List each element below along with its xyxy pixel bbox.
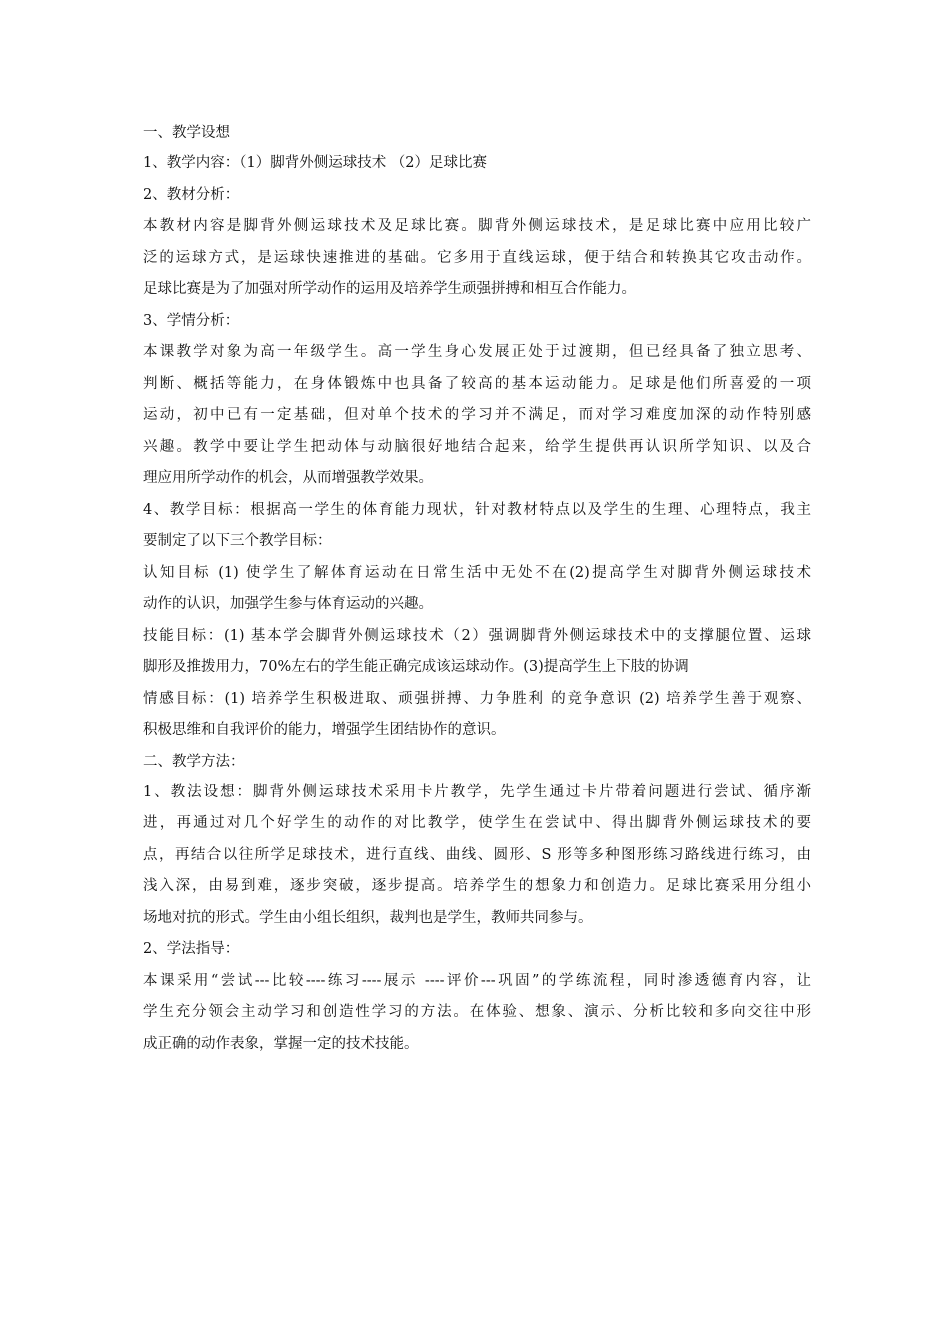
paragraph-line: 成正确的动作表象，掌握一定的技术技能。 [143, 1035, 419, 1052]
subheading-student-analysis: 3、学情分析： [143, 312, 240, 329]
emotional-objective-line: 情感目标：(1) 培养学生积极进取、顽强拼搏、力争胜利 的竞争意识 (2) 培养学生善于观察、 [143, 690, 811, 707]
paragraph-line: 运动，初中已有一定基础，但对单个技术的学习并不满足，而对学习难度加深的动作特别感 [143, 407, 811, 423]
paragraph-line: 浅入深，由易到难，逐步突破，逐步提高。培养学生的想象力和创造力。足球比赛采用分组小 [143, 878, 811, 894]
paragraph-line: 场地对抗的形式。学生由小组长组织，裁判也是学生，教师共同参与。 [143, 909, 593, 926]
paragraph-line: 学生充分领会主动学习和创造性学习的方法。在体验、想象、演示、分析比较和多向交往中形 [143, 1004, 811, 1020]
subheading-learning-guidance: 2、学法指导： [143, 941, 240, 957]
cognitive-objective-line: 认知目标 (1) 使学生了解体育运动在日常生活中无处不在(2)提高学生对脚背外侧运球技术 [143, 564, 811, 581]
teaching-method-line: 1、教法设想：脚背外侧运球技术采用卡片教学，先学生通过卡片带着问题进行尝试、循序渐 [143, 783, 811, 800]
teaching-objectives-line: 4、教学目标：根据高一学生的体育能力现状，针对教材特点以及学生的生理、心理特点，我主 [143, 501, 811, 518]
paragraph-line: 兴趣。教学中要让学生把动体与动脑很好地结合起来，给学生提供再认识所学知识、以及合 [143, 438, 811, 455]
paragraph-line: 本课采用“尝试---比较----练习----展示 ----评价---巩固”的学练流程，同时渗透德育内容，让 [143, 972, 811, 989]
subheading-material-analysis: 2、教材分析： [143, 186, 240, 203]
paragraph-line: 泛的运球方式，是运球快速推进的基础。它多用于直线运球，便于结合和转换其它攻击动作。 [143, 249, 811, 266]
skill-objective-line: 技能目标：(1) 基本学会脚背外侧运球技术（2）强调脚背外侧运球技术中的支撑腿位置、运球 [143, 627, 811, 644]
paragraph-line: 积极思维和自我评价的能力，增强学生团结协作的意识。 [143, 722, 506, 738]
paragraph-line: 足球比赛是为了加强对所学动作的运用及培养学生顽强拼搏和相互合作能力。 [143, 281, 636, 297]
paragraph-line: 动作的认识，加强学生参与体育运动的兴趣。 [143, 596, 433, 612]
paragraph-line: 本课教学对象为高一年级学生。高一学生身心发展正处于过渡期，但已经具备了独立思考、 [143, 344, 811, 360]
paragraph-line: 点，再结合以往所学足球技术，进行直线、曲线、圆形、S 形等多种图形练习路线进行练习，由 [143, 846, 811, 863]
teaching-content-line: 1、教学内容：（1）脚背外侧运球技术 （2）足球比赛 [143, 155, 488, 171]
section-heading-teaching-methods: 二、教学方法： [143, 753, 245, 770]
paragraph-line: 本教材内容是脚背外侧运球技术及足球比赛。脚背外侧运球技术，是足球比赛中应用比较广 [143, 218, 811, 234]
paragraph-line: 进，再通过对几个好学生的动作的对比教学，使学生在尝试中、得出脚背外侧运球技术的要 [143, 815, 811, 831]
paragraph-line: 脚形及推拨用力，70%左右的学生能正确完成该运球动作。(3)提高学生上下肢的协调 [143, 659, 689, 675]
paragraph-line: 要制定了以下三个教学目标： [143, 533, 332, 549]
paragraph-line: 判断、概括等能力，在身体锻炼中也具备了较高的基本运动能力。足球是他们所喜爱的一项 [143, 375, 811, 392]
document-body [143, 120, 811, 1062]
section-heading-teaching-concept: 一、教学设想 [143, 125, 230, 141]
paragraph-line: 理应用所学动作的机会，从而增强教学效果。 [143, 470, 433, 486]
